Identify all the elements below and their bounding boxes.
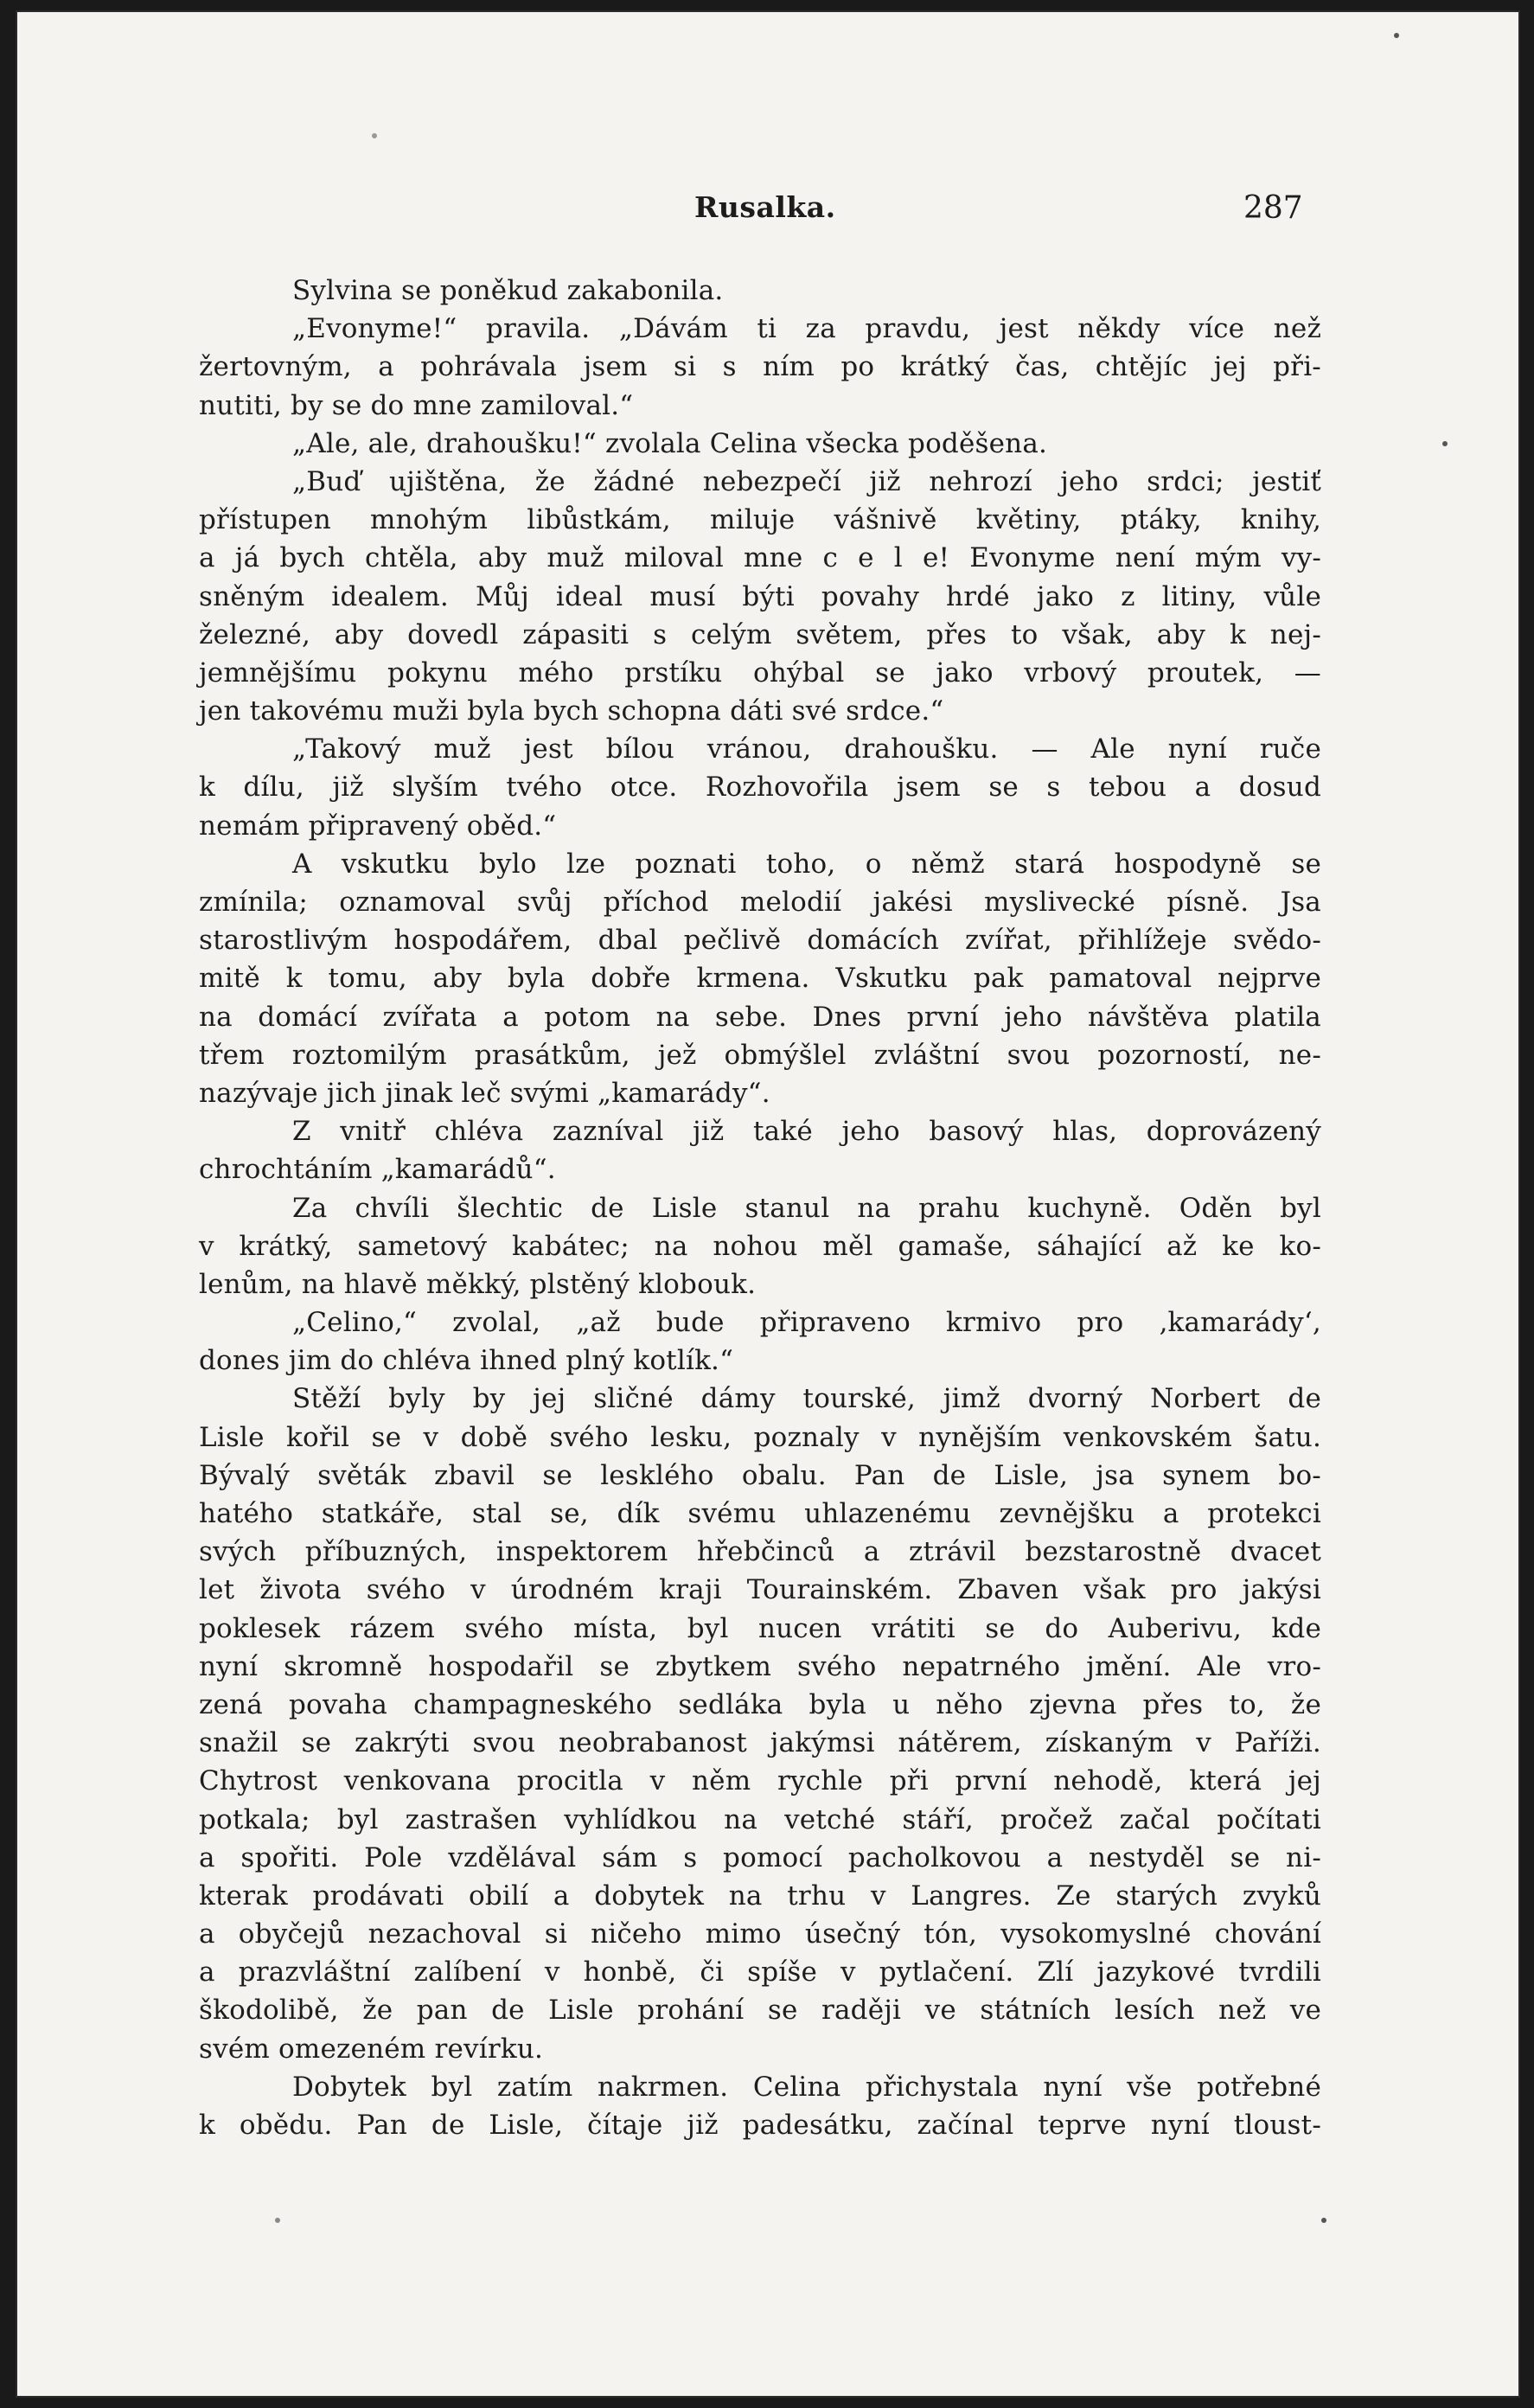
text-line: Stěží byly by jej sličné dámy tourské, jimž dvorný Norbert de — [292, 1383, 1321, 1415]
text-line: lenům, na hlavě měkký, plstěný klobouk. — [199, 1268, 757, 1300]
text-line: Bývalý světák zbavil se lesklého obalu. Pan de Lisle, jsa synem bo- — [199, 1459, 1321, 1491]
text-line: k dílu, již slyším tvého otce. Rozhovořila jsem se s tebou a dosud — [199, 772, 1321, 804]
book-page — [16, 10, 1520, 2398]
text-line: sněným idealem. Můj ideal musí býti povahy hrdé jako z litiny, vůle — [199, 580, 1321, 612]
text-line: „Takový muž jest bílou vránou, drahoušku. — Ale nyní ruče — [292, 733, 1321, 765]
text-line: žertovným, a pohrávala jsem si s ním po krátký čas, chtějíc jej při- — [199, 351, 1321, 383]
print-speck — [275, 2218, 280, 2223]
text-line: a spořiti. Pole vzdělával sám s pomocí pacholkovou a nestyděl se ni- — [199, 1841, 1321, 1873]
text-line: k obědu. Pan de Lisle, čítaje již padesátku, začínal teprve nyní tloust- — [199, 2110, 1321, 2141]
text-line: zmínila; oznamoval svůj příchod melodií jakési myslivecké písně. Jsa — [199, 887, 1321, 918]
print-speck — [1394, 33, 1399, 38]
text-line: A vskutku bylo lze poznati toho, o němž stará hospodyně se — [292, 848, 1321, 880]
text-line: Lisle kořil se v době svého lesku, poznaly v nynějším venkovském šatu. — [199, 1421, 1321, 1453]
text-line: jemnějšímu pokynu mého prstíku ohýbal se jako vrbový proutek, — — [199, 656, 1321, 688]
text-line: „Ale, ale, drahoušku!“ zvolala Celina všecka poděšena. — [292, 427, 1048, 459]
text-line: a prazvláštní zalíbení v honbě, či spíše v pytlačení. Zlí jazykové tvrdili — [199, 1956, 1321, 1989]
print-speck — [372, 133, 377, 138]
page-number: 287 — [1243, 190, 1303, 226]
page-header — [16, 190, 1520, 234]
text-line: nemám připravený oběd.“ — [199, 810, 557, 842]
text-line: nyní skromně hospodařil se zbytkem svého nepatrného jmění. Ale vro- — [199, 1650, 1321, 1682]
text-line: „Celino,“ zvolal, „až bude připraveno krmivo pro ‚kamarády‘, — [292, 1307, 1321, 1339]
text-line: v krátký, sametový kabátec; na nohou měl gamaše, sáhající až ke ko- — [199, 1230, 1321, 1262]
text-line: nazývaje jich jinak leč svými „kamarády“. — [199, 1077, 770, 1109]
text-line: nutiti, by se do mne zamiloval.“ — [199, 389, 634, 421]
text-line: a obyčejů nezachoval si ničeho mimo úsečný tón, vysokomyslné chování — [199, 1918, 1321, 1950]
print-speck — [1321, 2218, 1326, 2223]
text-line: Za chvíli šlechtic de Lisle stanul na prahu kuchyně. Oděn byl — [292, 1192, 1321, 1224]
text-line: potkala; byl zastrašen vyhlídkou na vetché stáří, pročež začal počítati — [199, 1803, 1321, 1835]
text-line: poklesek rázem svého místa, byl nucen vrátiti se do Auberivu, kde — [199, 1612, 1321, 1644]
text-line: „Evonyme!“ pravila. „Dávám ti za pravdu, jest někdy více než — [292, 313, 1321, 345]
text-line: třem roztomilým prasátkům, jež obmýšlel zvláštní svou pozorností, ne- — [199, 1039, 1321, 1071]
text-line: Chytrost venkovana procitla v něm rychle při první nehodě, která jej — [199, 1765, 1321, 1797]
text-line: svých příbuzných, inspektorem hřebčinců a ztrávil bezstarostně dvacet — [199, 1536, 1321, 1568]
text-line: zená povaha champagneského sedláka byla u něho zjevna přes to, že — [199, 1688, 1321, 1720]
text-line: svém omezeném revírku. — [199, 2033, 544, 2065]
text-line: Z vnitř chléva zazníval již také jeho basový hlas, doprovázený — [292, 1116, 1321, 1148]
text-line: železné, aby dovedl zápasiti s celým světem, přes to však, aby k nej- — [199, 618, 1321, 650]
body-text — [199, 272, 1321, 2144]
text-line: mitě k tomu, aby byla dobře krmena. Vskutku pak pamatoval nejprve — [199, 963, 1321, 995]
text-line: jen takovému muži byla bych schopna dáti své srdce.“ — [199, 695, 944, 727]
text-line: starostlivým hospodářem, dbal pečlivě domácích zvířat, přihlížeje svědo- — [199, 925, 1321, 957]
text-line: přístupen mnohým libůstkám, miluje vášnivě květiny, ptáky, knihy, — [199, 504, 1321, 536]
text-line: na domácí zvířata a potom na sebe. Dnes první jeho návštěva platila — [199, 1001, 1321, 1033]
text-line: Dobytek byl zatím nakrmen. Celina přichystala nyní vše potřebné — [292, 2071, 1321, 2103]
text-line: snažil se zakrýti svou neobrabanost jakýmsi nátěrem, získaným v Paříži. — [199, 1727, 1321, 1759]
print-speck — [1442, 441, 1448, 446]
text-line: let života svého v úrodném kraji Tourainském. Zbaven však pro jakýsi — [199, 1574, 1321, 1606]
text-line: hatého statkáře, stal se, dík svému uhlazenému zevnějšku a protekci — [199, 1498, 1321, 1529]
text-line: dones jim do chléva ihned plný kotlík.“ — [199, 1345, 734, 1377]
text-line: kterak prodávati obilí a dobytek na trhu v Langres. Ze starých zvyků — [199, 1880, 1321, 1912]
text-line: a já bych chtěla, aby muž miloval mne c e l e! Evonyme není mým vy- — [199, 542, 1321, 574]
text-line: Sylvina se poněkud zakabonila. — [292, 275, 724, 306]
text-line: škodolibě, že pan de Lisle prohání se raději ve státních lesích než ve — [199, 1995, 1321, 2027]
text-line: chrochtáním „kamarádů“. — [199, 1154, 556, 1186]
text-line: „Buď ujištěna, že žádné nebezpečí již nehrozí jeho srdci; jestiť — [292, 465, 1321, 497]
running-title: Rusalka. — [694, 190, 836, 224]
